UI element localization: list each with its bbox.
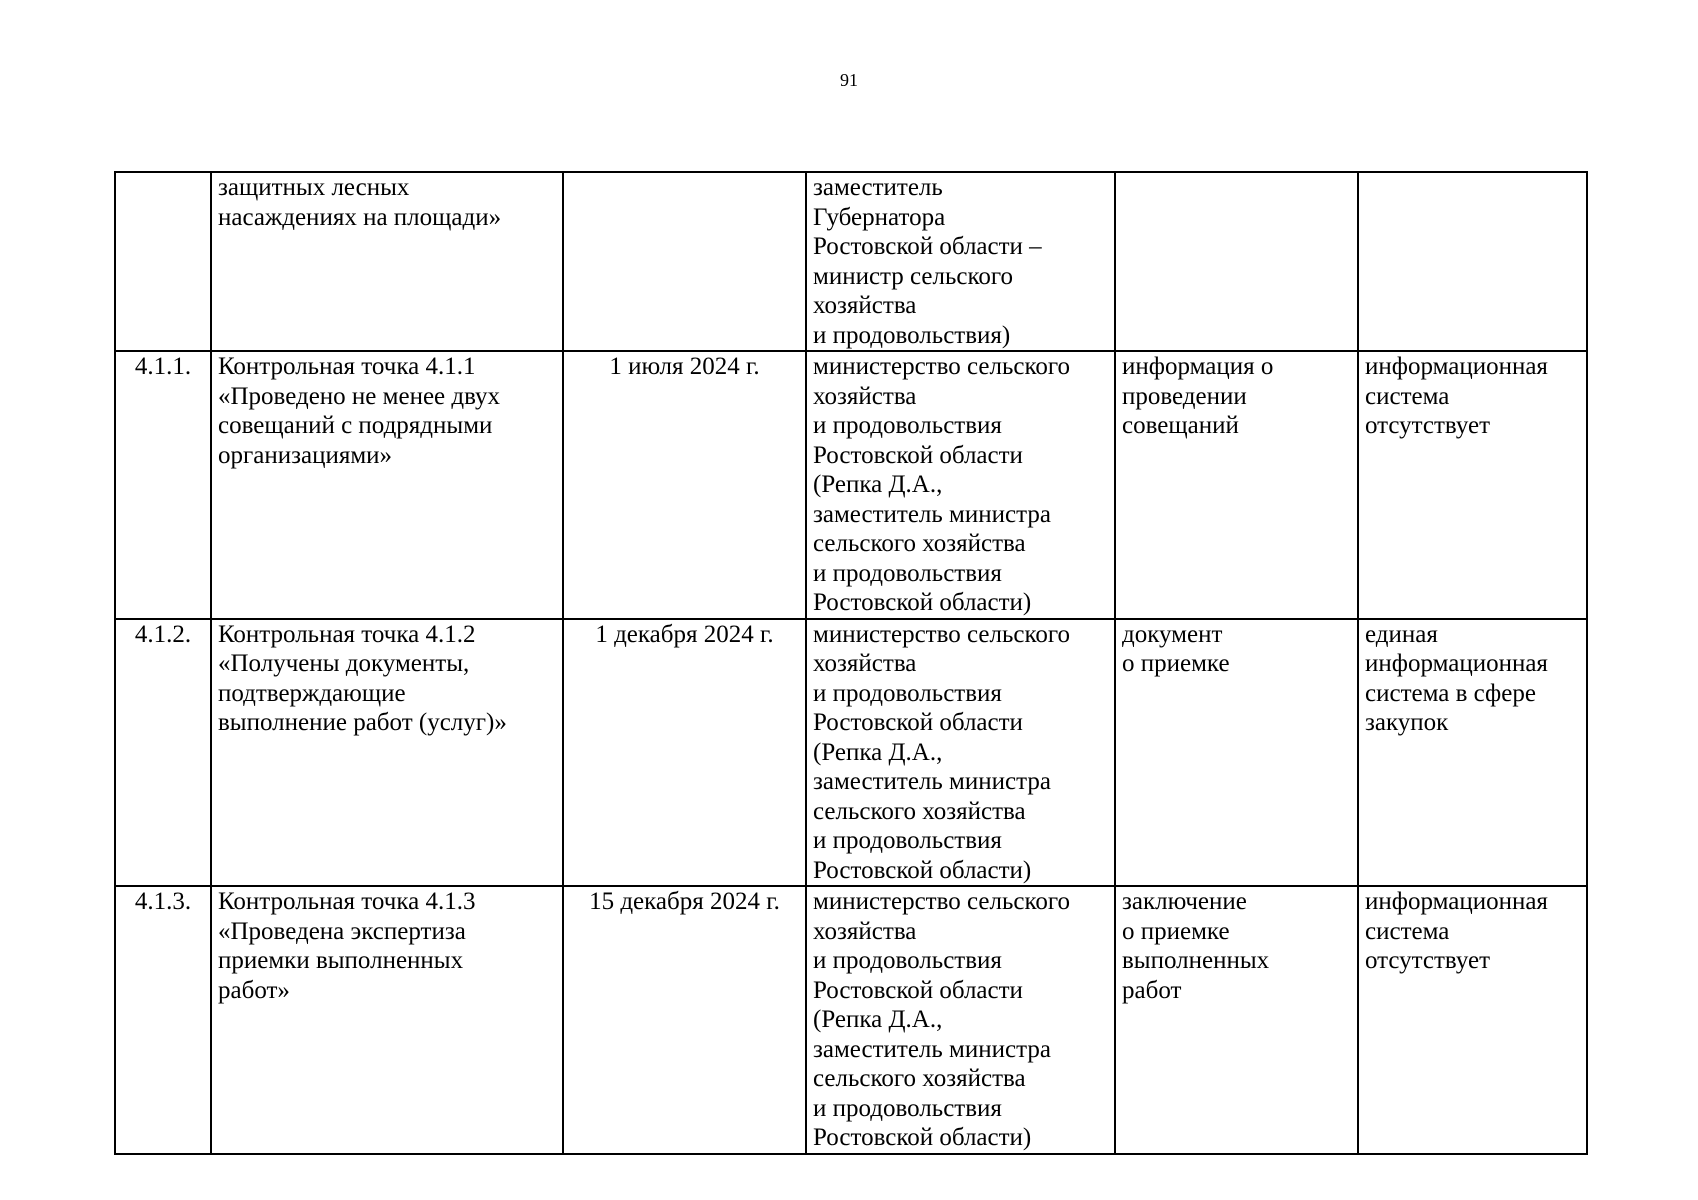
event-name-cell: Контрольная точка 4.1.2 «Получены документы, подтверждающие выполнение работ (услуг)» [211,619,563,887]
row-number-cell: 4.1.3. [115,886,211,1154]
event-name-cell: Контрольная точка 4.1.3 «Проведена экспертиза приемки выполненных работ» [211,886,563,1154]
page-number: 91 [840,70,858,90]
table-row [115,886,1587,1154]
document-cell: заключение о приемке выполненных работ [1115,886,1358,1154]
row-number-cell: 4.1.2. [115,619,211,887]
document-cell [1115,172,1358,351]
table-row [115,351,1587,619]
responsible-cell: министерство сельского хозяйства и продовольствия Ростовской области (Репка Д.А., заместитель министра сельского хозяйства и продовольствия Ростовской области) [806,351,1115,619]
information-system-cell: информационная система отсутствует [1358,886,1587,1154]
table-row [115,172,1587,351]
deadline-cell [563,172,806,351]
event-name-cell: защитных лесных насаждениях на площади» [211,172,563,351]
row-number-cell: 4.1.1. [115,351,211,619]
event-name-cell: Контрольная точка 4.1.1 «Проведено не менее двух совещаний с подрядными организациями» [211,351,563,619]
information-system-cell: единая информационная система в сфере закупок [1358,619,1587,887]
responsible-cell: заместитель Губернатора Ростовской области – министр сельского хозяйства и продовольствия) [806,172,1115,351]
document-cell: документ о приемке [1115,619,1358,887]
row-number-cell [115,172,211,351]
deadline-cell: 1 июля 2024 г. [563,351,806,619]
document-cell: информация о проведении совещаний [1115,351,1358,619]
table-row [115,619,1587,887]
information-system-cell: информационная система отсутствует [1358,351,1587,619]
deadline-cell: 15 декабря 2024 г. [563,886,806,1154]
responsible-cell: министерство сельского хозяйства и продовольствия Ростовской области (Репка Д.А., заместитель министра сельского хозяйства и продовольствия Ростовской области) [806,619,1115,887]
deadline-cell: 1 декабря 2024 г. [563,619,806,887]
responsible-cell: министерство сельского хозяйства и продовольствия Ростовской области (Репка Д.А., заместитель министра сельского хозяйства и продовольствия Ростовской области) [806,886,1115,1154]
control-points-table [114,171,1588,1155]
information-system-cell [1358,172,1587,351]
